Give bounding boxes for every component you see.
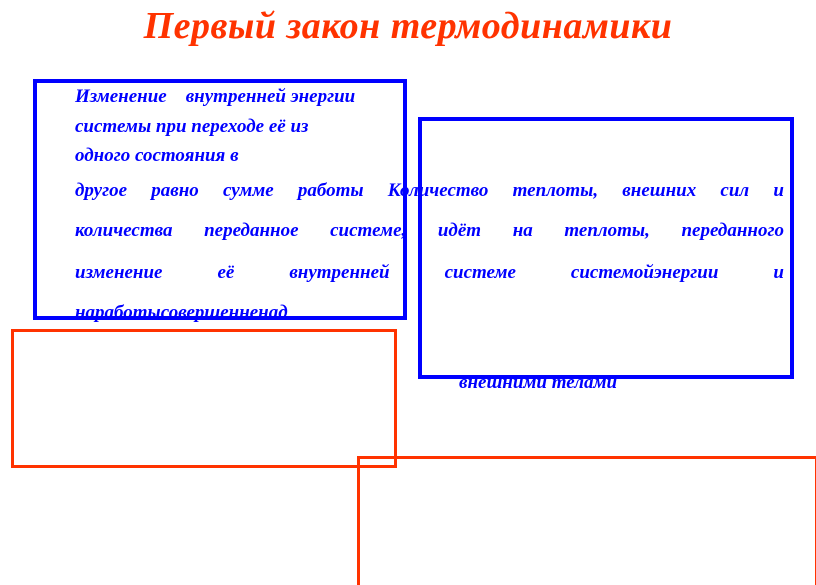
red-frame-left [11,329,397,468]
word: системе [444,262,516,283]
word: на [512,220,533,241]
word: теплоты, [564,220,650,241]
word: количества [75,220,173,241]
word: сил [720,180,750,201]
word: переданного [681,220,784,241]
word: работы [297,180,364,201]
justified-line-3 [75,263,784,282]
page-title: Первый закон термодинамики [143,5,673,47]
word: изменение [75,262,163,283]
text-line-1: Изменение внутренней энергии [75,86,356,107]
word: другое [75,180,128,201]
word: внутренней [289,262,390,283]
word: и [773,262,784,283]
word: системойэнергии [570,262,719,283]
red-frame-right [357,456,816,585]
justified-line-2 [75,221,784,240]
word: и [773,180,784,201]
blue-frame-right [418,117,794,379]
justified-line-1 [75,181,784,200]
text-line-2: системы при переходе её из [75,116,309,137]
text-line-3: одного состояния в [75,145,239,166]
word: переданное [204,220,299,241]
text-line-bottom: наработысовершенненад [75,302,288,323]
word: равно [151,180,199,201]
word: её [217,262,235,283]
text-line-last: внешними телами [459,372,618,393]
word: идёт [437,220,482,241]
word: внешних [622,180,697,201]
word: Количество [387,180,489,201]
word: системе, [330,220,407,241]
word: сумме [222,180,274,201]
word: теплоты, [512,180,599,201]
